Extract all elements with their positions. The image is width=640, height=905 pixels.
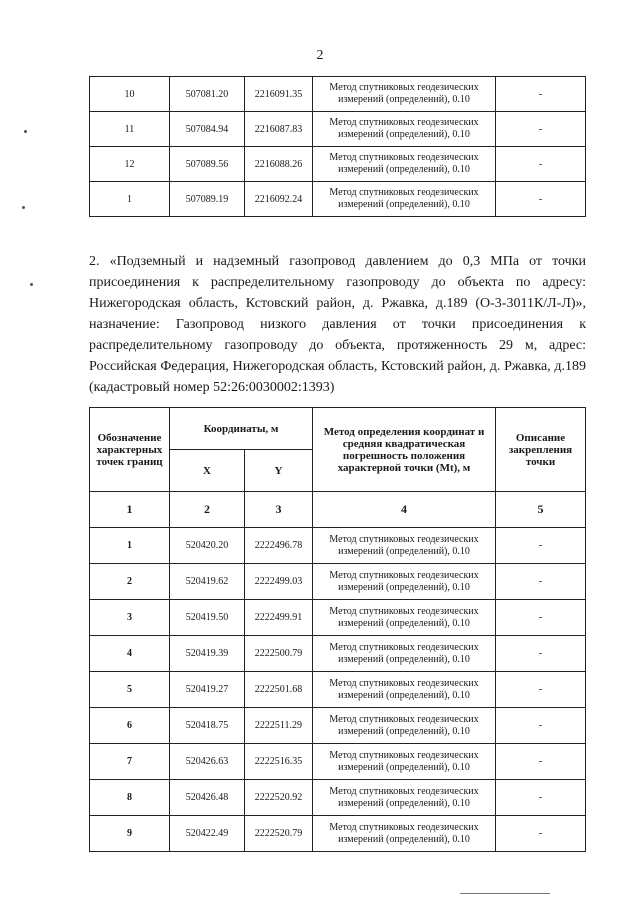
x-coordinate-cell: 520426.63 xyxy=(170,744,245,780)
method-cell: Метод спутниковых геодезических измерений (определений), 0.10 xyxy=(313,112,496,147)
y-coordinate-cell: 2216087.83 xyxy=(245,112,313,147)
object-description-paragraph: 2. «Подземный и надземный газопровод давлением до 0,3 МПа от точки присоединения к распределительному газопроводу до объекта по адресу: Нижегородская область, Кстовский район, д. Ржавка, д.189 (О-3-3011К/Л-Л)», назначение: Газопровод низкого давления от точки присоединения к распределительному газопроводу до объекта, протяженность 29 м, адрес: Российская Федерация, Нижегородская область, Кстовский район, д. Ржавка, д.189 (кадастровый номер 52:26:0030002:1393) xyxy=(89,254,586,395)
description-cell: - xyxy=(496,528,586,564)
point-id-cell: 10 xyxy=(90,77,170,112)
x-coordinate-cell: 520419.39 xyxy=(170,636,245,672)
x-coordinate-cell: 520420.20 xyxy=(170,528,245,564)
column-number: 5 xyxy=(496,492,586,528)
description-cell: - xyxy=(496,744,586,780)
table-row xyxy=(90,77,586,112)
column-number: 2 xyxy=(170,492,245,528)
table2-header xyxy=(90,408,586,492)
point-id-cell: 9 xyxy=(90,816,170,852)
y-coordinate-cell: 2222520.92 xyxy=(245,780,313,816)
description-cell: - xyxy=(496,636,586,672)
page-number: 2 xyxy=(316,48,324,63)
method-cell: Метод спутниковых геодезических измерений (определений), 0.10 xyxy=(313,182,496,217)
method-cell: Метод спутниковых геодезических измерений (определений), 0.10 xyxy=(313,564,496,600)
y-coordinate-cell: 2222520.79 xyxy=(245,816,313,852)
point-id-cell: 8 xyxy=(90,780,170,816)
method-cell: Метод спутниковых геодезических измерений (определений), 0.10 xyxy=(313,672,496,708)
header-method: Метод определения координат и средняя квадратическая погрешность положения характерной точки (Mt), м xyxy=(313,408,496,492)
y-coordinate-cell: 2222511.29 xyxy=(245,708,313,744)
x-coordinate-cell: 520419.27 xyxy=(170,672,245,708)
table-row xyxy=(90,636,586,672)
coordinates-table xyxy=(89,407,586,852)
point-id-cell: 7 xyxy=(90,744,170,780)
point-id-cell: 2 xyxy=(90,564,170,600)
point-id-cell: 4 xyxy=(90,636,170,672)
description-cell: - xyxy=(496,182,586,217)
x-coordinate-cell: 507089.56 xyxy=(170,147,245,182)
table-row xyxy=(90,708,586,744)
method-cell: Метод спутниковых геодезических измерений (определений), 0.10 xyxy=(313,636,496,672)
point-id-cell: 11 xyxy=(90,112,170,147)
method-cell: Метод спутниковых геодезических измерений (определений), 0.10 xyxy=(313,77,496,112)
x-coordinate-cell: 507084.94 xyxy=(170,112,245,147)
table-row xyxy=(90,600,586,636)
y-coordinate-cell: 2222499.03 xyxy=(245,564,313,600)
method-cell: Метод спутниковых геодезических измерений (определений), 0.10 xyxy=(313,780,496,816)
point-id-cell: 12 xyxy=(90,147,170,182)
header-row xyxy=(90,408,586,450)
description-cell: - xyxy=(496,77,586,112)
y-coordinate-cell: 2216092.24 xyxy=(245,182,313,217)
column-number: 4 xyxy=(313,492,496,528)
y-coordinate-cell: 2216088.26 xyxy=(245,147,313,182)
scan-speck xyxy=(22,206,25,209)
table-row xyxy=(90,672,586,708)
x-coordinate-cell: 520418.75 xyxy=(170,708,245,744)
description-cell: - xyxy=(496,672,586,708)
scan-speck xyxy=(30,283,33,286)
description-cell: - xyxy=(496,112,586,147)
column-number: 3 xyxy=(245,492,313,528)
method-cell: Метод спутниковых геодезических измерений (определений), 0.10 xyxy=(313,600,496,636)
table-row xyxy=(90,147,586,182)
point-id-cell: 3 xyxy=(90,600,170,636)
description-cell: - xyxy=(496,564,586,600)
scan-speck xyxy=(24,130,27,133)
column-number: 1 xyxy=(90,492,170,528)
table-row xyxy=(90,744,586,780)
y-coordinate-cell: 2222496.78 xyxy=(245,528,313,564)
scan-artifact-line xyxy=(460,893,550,894)
description-cell: - xyxy=(496,708,586,744)
y-coordinate-cell: 2216091.35 xyxy=(245,77,313,112)
y-coordinate-cell: 2222501.68 xyxy=(245,672,313,708)
y-coordinate-cell: 2222500.79 xyxy=(245,636,313,672)
header-coordinates: Координаты, м xyxy=(170,408,313,450)
table1-body xyxy=(90,77,586,217)
description-cell: - xyxy=(496,816,586,852)
x-coordinate-cell: 520426.48 xyxy=(170,780,245,816)
x-coordinate-cell: 507089.19 xyxy=(170,182,245,217)
description-cell: - xyxy=(496,600,586,636)
point-id-cell: 5 xyxy=(90,672,170,708)
column-numbers-row xyxy=(90,492,586,528)
table-row xyxy=(90,182,586,217)
table-row xyxy=(90,780,586,816)
method-cell: Метод спутниковых геодезических измерений (определений), 0.10 xyxy=(313,528,496,564)
table-row xyxy=(90,816,586,852)
method-cell: Метод спутниковых геодезических измерений (определений), 0.10 xyxy=(313,744,496,780)
description-cell: - xyxy=(496,147,586,182)
x-coordinate-cell: 520419.50 xyxy=(170,600,245,636)
header-description: Описание закрепления точки xyxy=(496,408,586,492)
method-cell: Метод спутниковых геодезических измерений (определений), 0.10 xyxy=(313,708,496,744)
table-row xyxy=(90,112,586,147)
description-cell: - xyxy=(496,780,586,816)
header-designation: Обозначение характерных точек границ xyxy=(90,408,170,492)
header-x: X xyxy=(170,450,245,492)
y-coordinate-cell: 2222499.91 xyxy=(245,600,313,636)
x-coordinate-cell: 507081.20 xyxy=(170,77,245,112)
table-row xyxy=(90,564,586,600)
header-y: Y xyxy=(245,450,313,492)
y-coordinate-cell: 2222516.35 xyxy=(245,744,313,780)
x-coordinate-cell: 520422.49 xyxy=(170,816,245,852)
x-coordinate-cell: 520419.62 xyxy=(170,564,245,600)
point-id-cell: 1 xyxy=(90,528,170,564)
point-id-cell: 6 xyxy=(90,708,170,744)
table2-body xyxy=(90,492,586,852)
coordinates-table-continued xyxy=(89,76,586,217)
method-cell: Метод спутниковых геодезических измерений (определений), 0.10 xyxy=(313,816,496,852)
point-id-cell: 1 xyxy=(90,182,170,217)
method-cell: Метод спутниковых геодезических измерений (определений), 0.10 xyxy=(313,147,496,182)
table-row xyxy=(90,528,586,564)
